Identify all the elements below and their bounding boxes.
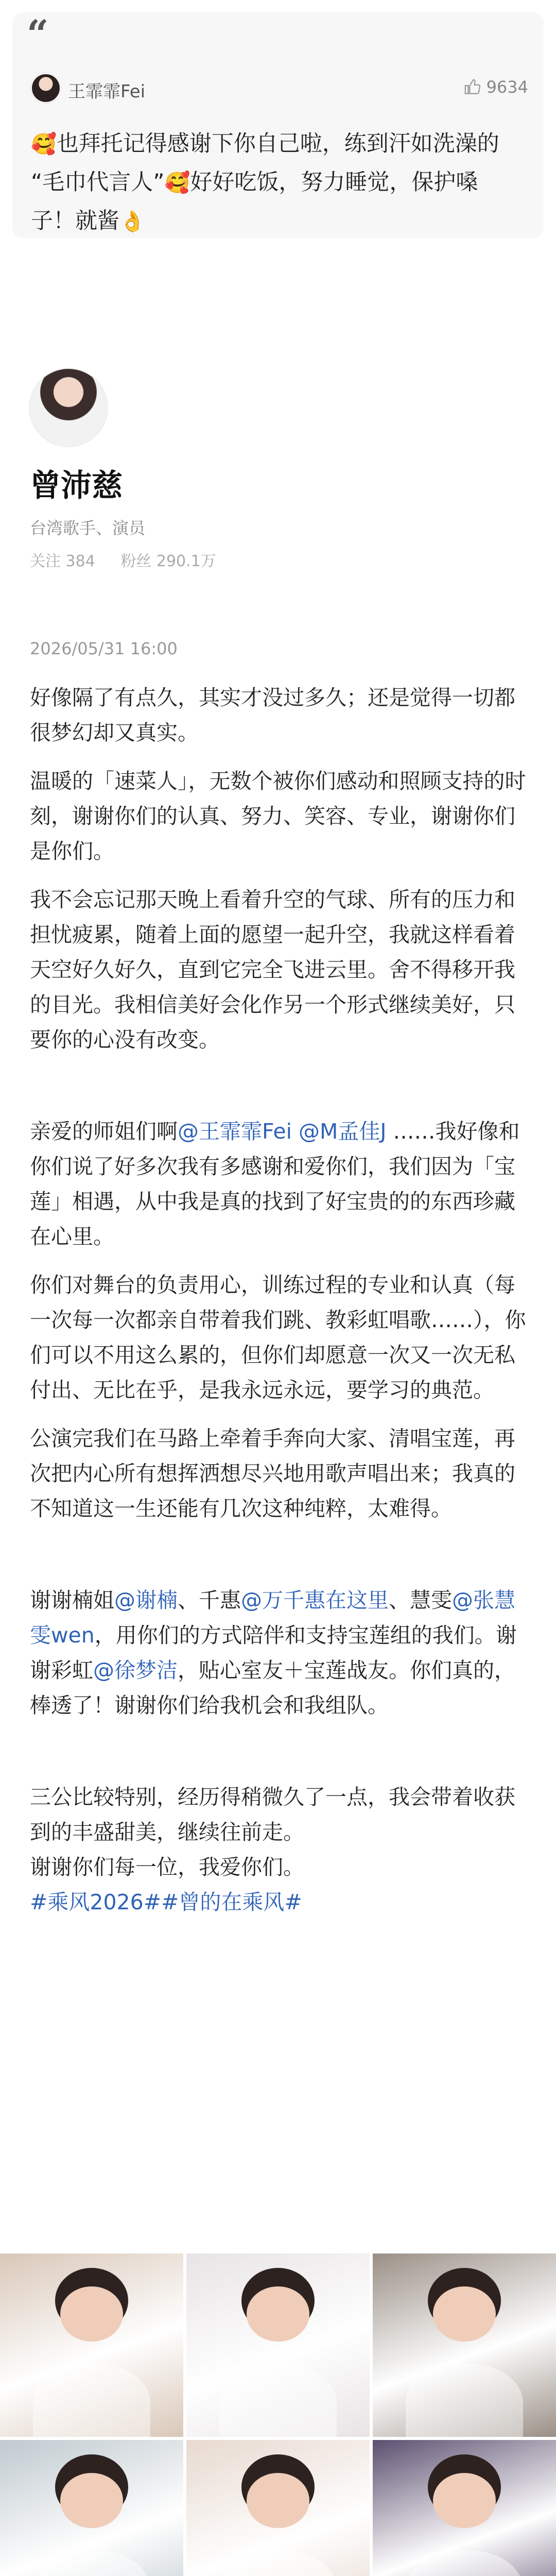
commenter-name[interactable]: 王霏霏Fei — [68, 81, 146, 102]
person-body — [33, 2550, 150, 2576]
mention-link[interactable]: @张慧雯wen — [30, 1588, 515, 1648]
person-figure — [247, 2286, 309, 2342]
paragraph: 谢谢你们每一位，我爱你们。 — [30, 1855, 304, 1879]
person-figure — [433, 2286, 495, 2342]
commenter-avatar[interactable] — [31, 73, 61, 103]
paragraph: 谢谢楠姐@谢楠、千惠@万千惠在这里、慧雯@张慧雯wen，用你们的方式陪伴和支持宝莲组的我们。谢谢彩虹@徐梦洁，贴心室友＋宝莲战友。你们真的，棒透了！谢谢你们给我机会和我组队。 — [30, 1588, 517, 1718]
mention-link[interactable]: @王霏霏Fei — [178, 1119, 292, 1144]
person-body — [219, 2550, 337, 2576]
paragraph: 温暖的「速菜人」，无数个被你们感动和照顾支持的时刻，谢谢你们的认真、努力、笑容、专业，谢谢你们是你们。 — [30, 769, 526, 863]
smiling-face-icon: 🥰 — [164, 171, 190, 195]
smiling-face-icon: 🥰 — [31, 132, 57, 156]
fans-count[interactable]: 粉丝 290.1万 — [120, 552, 216, 570]
mention-link[interactable]: @徐梦洁 — [93, 1658, 178, 1683]
paragraph: 好像隔了有点久，其实才没过多久；还是觉得一切都很梦幻却又真实。 — [30, 685, 515, 745]
person-figure — [247, 2473, 309, 2528]
quote-icon: “ — [27, 12, 49, 57]
mention-link[interactable]: @谢楠 — [114, 1588, 178, 1613]
mention-link[interactable]: @万千惠在这里 — [241, 1588, 389, 1613]
paragraph: 三公比较特别，经历得稍微久了一点，我会带着收获到的丰盛甜美，继续往前走。 — [30, 1785, 515, 1844]
comment-like-count: 9634 — [486, 77, 528, 97]
mention-link[interactable]: @M孟佳J — [299, 1119, 387, 1144]
photo-portrait[interactable] — [0, 2440, 183, 2576]
thumbs-up-icon — [464, 78, 481, 96]
ok-hand-icon: 👌 — [119, 210, 145, 233]
poster-description: 台湾歌手、演员 — [30, 518, 146, 538]
hashtag-link[interactable]: #乘风2026##曾的在乘风# — [30, 1890, 302, 1914]
person-body — [219, 2364, 337, 2437]
post-date: 2026/05/31 16:00 — [30, 639, 178, 658]
poster-name[interactable]: 曾沛慈 — [30, 468, 123, 504]
post-body — [30, 680, 529, 1920]
poster-stats — [30, 548, 237, 571]
photo-stage[interactable] — [373, 2440, 556, 2576]
comment-like-button[interactable] — [464, 77, 528, 97]
pinned-comment-card — [12, 12, 544, 238]
photo-group-dark[interactable] — [373, 2253, 556, 2437]
paragraph: 我不会忘记那天晚上看着升空的气球、所有的压力和担忧疲累，随着上面的愿望一起升空，我就这样看着天空好久好久，直到它完全飞进云里。舍不得移开我的目光。我相信美好会化作另一个形式继续美好，只要你的心没有改变。 — [30, 887, 515, 1052]
paragraph: 公演完我们在马路上牵着手奔向大家、清唱宝莲，再次把内心所有想挥洒想尽兴地用歌声唱出来；我真的不知道这一生还能有几次这种纯粹，太难得。 — [30, 1426, 515, 1521]
person-figure — [60, 2286, 123, 2342]
person-figure — [433, 2473, 495, 2528]
person-figure — [60, 2473, 123, 2528]
poster-avatar[interactable] — [30, 369, 107, 446]
comment-text: 🥰也拜托记得感谢下你自己啦，练到汗如洗澡的 “毛巾代言人”🥰好好吃饭，努力睡觉，保护嗓 子！就酱👌 — [31, 125, 525, 241]
photo-group-selfie[interactable] — [0, 2253, 183, 2437]
paragraph: 亲爱的师姐们啊@王霏霏Fei @M孟佳J ……我好像和你们说了好多次我有多感谢和爱你们，我们因为「宝莲」相遇，从中我是真的找到了好宝贵的的东西珍藏在心里。 — [30, 1119, 520, 1249]
photo-grid — [0, 2253, 556, 2576]
person-body — [406, 2550, 523, 2576]
follow-count[interactable]: 关注 384 — [30, 552, 95, 570]
photo-duo[interactable] — [186, 2440, 370, 2576]
photo-group-board[interactable] — [186, 2253, 370, 2437]
paragraph: 你们对舞台的负责用心，训练过程的专业和认真（每一次每一次都亲自带着我们跳、教彩虹唱歌……），你们可以不用这么累的，但你们却愿意一次又一次无私付出、无比在乎，是我永远永远，要学习的典范。 — [30, 1273, 526, 1402]
person-body — [33, 2364, 150, 2437]
person-body — [406, 2364, 523, 2437]
